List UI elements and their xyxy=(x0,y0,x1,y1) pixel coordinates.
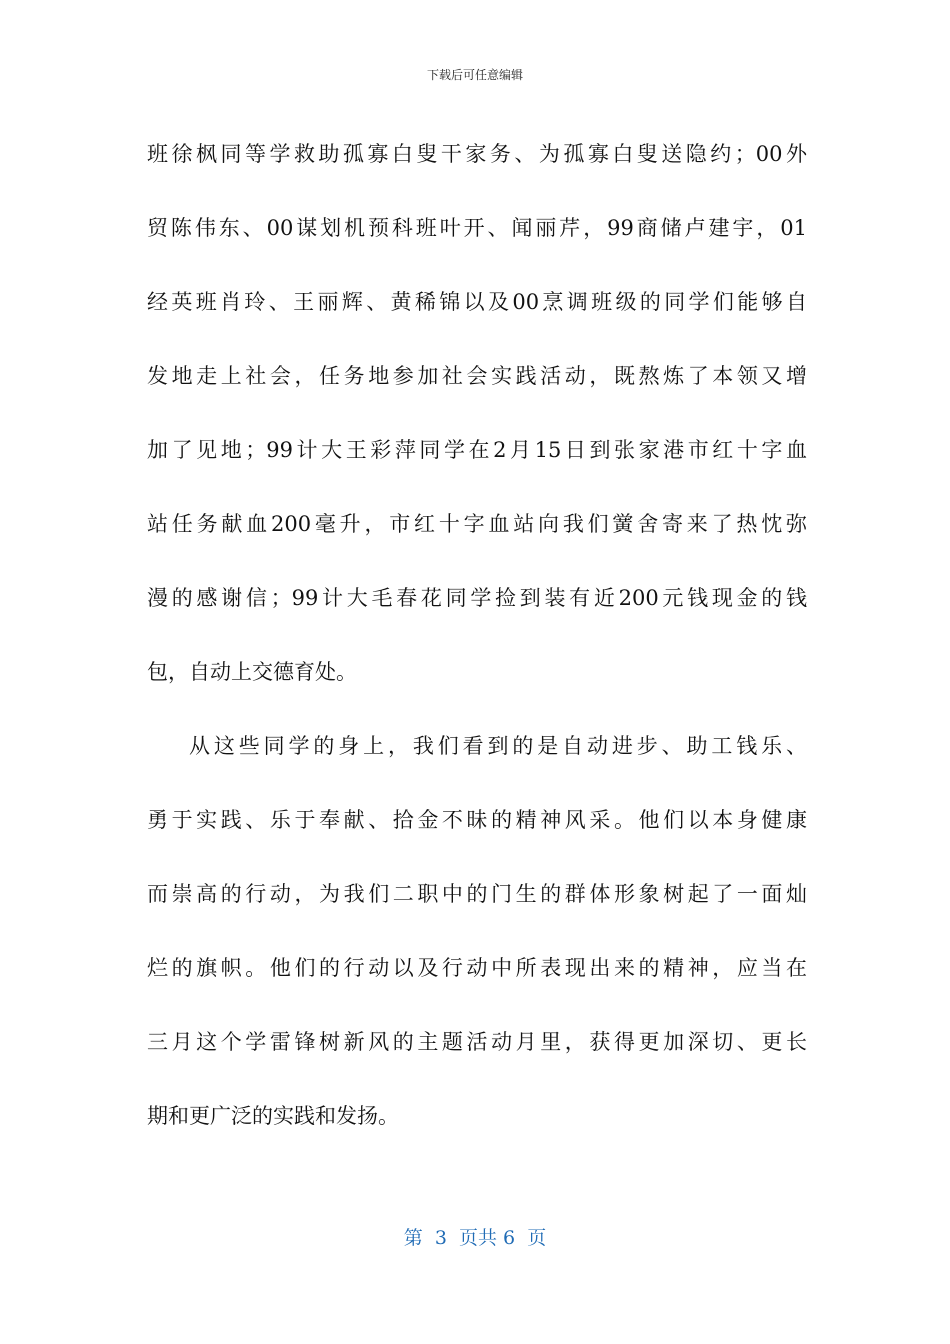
text-line: 而崇高的行动，为我们二职中的门生的群体形象树起了一面灿 xyxy=(147,882,807,906)
text-line: 烂的旗帜。他们的行动以及行动中所表现出来的精神，应当在 xyxy=(147,956,807,980)
text-line: 班徐枫同等学救助孤寡白叟干家务、为孤寡白叟送隐约；00外 xyxy=(147,142,807,166)
text-line: 从这些同学的身上，我们看到的是自动进步、助工钱乐、 xyxy=(189,734,807,758)
text-line: 包，自动上交德育处。 xyxy=(147,660,357,684)
page-header: 下载后可任意编辑 xyxy=(426,68,523,82)
text-line: 勇于实践、乐于奉献、拾金不昧的精神风采。他们以本身健康 xyxy=(147,808,807,832)
text-line: 发地走上社会，任务地参加社会实践活动，既熬炼了本领又增 xyxy=(147,364,807,388)
text-line: 贸陈伟东、00谋划机预科班叶开、闻丽芹，99商储卢建宇，01 xyxy=(147,216,807,240)
text-line: 站任务献血200毫升，市红十字血站向我们黉舍寄来了热忱弥 xyxy=(147,512,807,536)
text-line: 加了见地；99计大王彩萍同学在2月15日到张家港市红十字血 xyxy=(147,438,807,462)
text-line: 三月这个学雷锋树新风的主题活动月里，获得更加深切、更长 xyxy=(147,1030,807,1054)
body-text xyxy=(147,117,807,1153)
text-line: 漫的感谢信；99计大毛春花同学捡到装有近200元钱现金的钱 xyxy=(147,586,807,610)
text-line: 期和更广泛的实践和发扬。 xyxy=(147,1104,399,1128)
page-number-footer: 第 3 页共 6 页 xyxy=(403,1227,547,1249)
text-line: 经英班肖玲、王丽辉、黄稀锦以及00烹调班级的同学们能够自 xyxy=(147,290,807,314)
